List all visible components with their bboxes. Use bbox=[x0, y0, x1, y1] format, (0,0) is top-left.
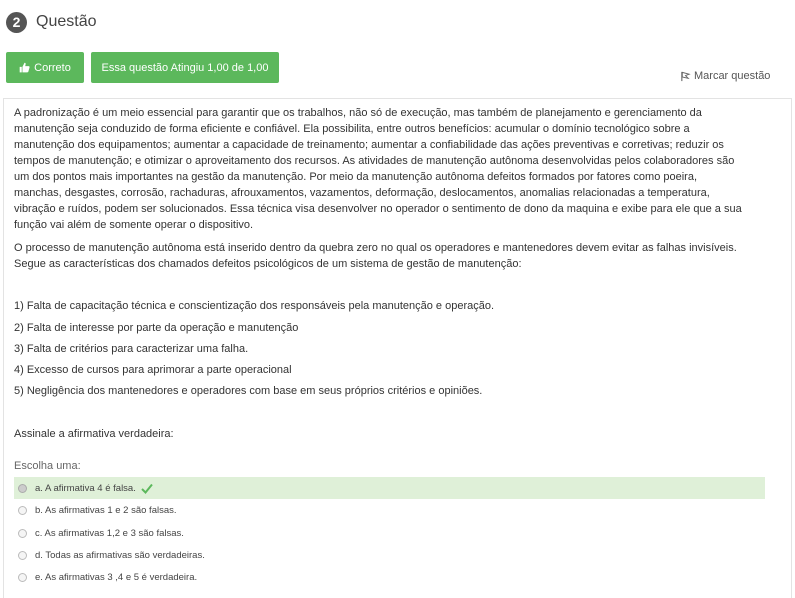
radio-button[interactable] bbox=[18, 551, 27, 560]
thumbs-up-icon bbox=[19, 62, 30, 73]
answer-option-a[interactable] bbox=[14, 477, 765, 499]
question-title: Questão bbox=[36, 13, 97, 30]
radio-button[interactable] bbox=[18, 573, 27, 582]
answer-option-e[interactable] bbox=[14, 566, 765, 588]
choose-one-label: Escolha uma: bbox=[14, 460, 81, 472]
flag-question-link[interactable] bbox=[680, 70, 770, 82]
question-header bbox=[6, 10, 96, 34]
list-item: 3) Falta de critérios para caracterizar uma falha. bbox=[14, 343, 249, 355]
flag-icon bbox=[680, 71, 691, 82]
list-item: 4) Excesso de cursos para aprimorar a parte operacional bbox=[14, 364, 292, 376]
answer-option-label: e. As afirmativas 3 ,4 e 5 é verdadeira. bbox=[35, 571, 198, 583]
question-prompt: Assinale a afirmativa verdadeira: bbox=[14, 428, 174, 440]
list-item: 2) Falta de interesse por parte da operação e manutenção bbox=[14, 322, 299, 334]
answer-option-b[interactable] bbox=[14, 499, 765, 521]
list-item: 5) Negligência dos mantenedores e operadores com base em seus próprios critérios e opiniões. bbox=[14, 385, 483, 397]
correct-status-button[interactable] bbox=[6, 52, 84, 83]
score-status-button[interactable] bbox=[91, 52, 279, 83]
list-item: 1) Falta de capacitação técnica e conscientização dos responsáveis pela manutenção e operação. bbox=[14, 300, 495, 312]
question-number-badge: 2 bbox=[6, 12, 27, 33]
answer-option-d[interactable] bbox=[14, 544, 765, 566]
radio-button[interactable] bbox=[18, 484, 27, 493]
answer-option-label: d. Todas as afirmativas são verdadeiras. bbox=[35, 549, 205, 561]
question-paragraph-2: O processo de manutenção autônoma está inserido dentro da quebra zero no qual os operadores e mantenedores devem evitar as falhas invisíveis. Segue as características dos chamados defeitos psicológicos de um sistema de gestão de manutenção: bbox=[14, 242, 737, 270]
correct-status-label: Correto bbox=[34, 61, 71, 74]
answer-option-c[interactable] bbox=[14, 522, 765, 544]
radio-button[interactable] bbox=[18, 529, 27, 538]
radio-button[interactable] bbox=[18, 506, 27, 515]
question-text bbox=[14, 105, 754, 272]
answer-option-label: b. As afirmativas 1 e 2 são falsas. bbox=[35, 504, 177, 516]
score-status-label: Essa questão Atingiu 1,00 de 1,00 bbox=[101, 61, 269, 74]
check-icon bbox=[141, 483, 153, 494]
answer-option-label: c. As afirmativas 1,2 e 3 são falsas. bbox=[35, 527, 184, 539]
flag-question-label: Marcar questão bbox=[694, 70, 771, 82]
answer-option-label: a. A afirmativa 4 é falsa. bbox=[35, 482, 136, 494]
question-paragraph-1: A padronização é um meio essencial para garantir que os trabalhos, não só de execução, mas também de planejamento e gerenciamento da manutenção seja conduzido de forma eficiente e confiável. Ela possibilita, entre outros benefícios: acumular o domínio tecnológico sobre a manutenção dos equipamentos; aumentar a capacidade de treinamento; aumentar a confiabilidade das ações preventivas e corretivas; reduzir os tempos de manutenção; e otimizar o aproveitamento dos recursos. As atividades de manutenção autônoma desenvolvidas pelos colaboradores são um dos pontos mais importantes na gestão da manutenção. Por meio da manutenção autônoma defeitos formados por fatores como poeira, manchas, desgastes, corrosão, rachaduras, afrouxamentos, vazamentos, deformação, deslocamentos, anomalias relacionadas a temperatura, vibração e ruídos, podem ser solucionados. Essa técnica visa desenvolver no operador o sentimento de dono da maquina e exibe para ele que a sua função vai além de somente operar o dispositivo. bbox=[14, 107, 742, 231]
